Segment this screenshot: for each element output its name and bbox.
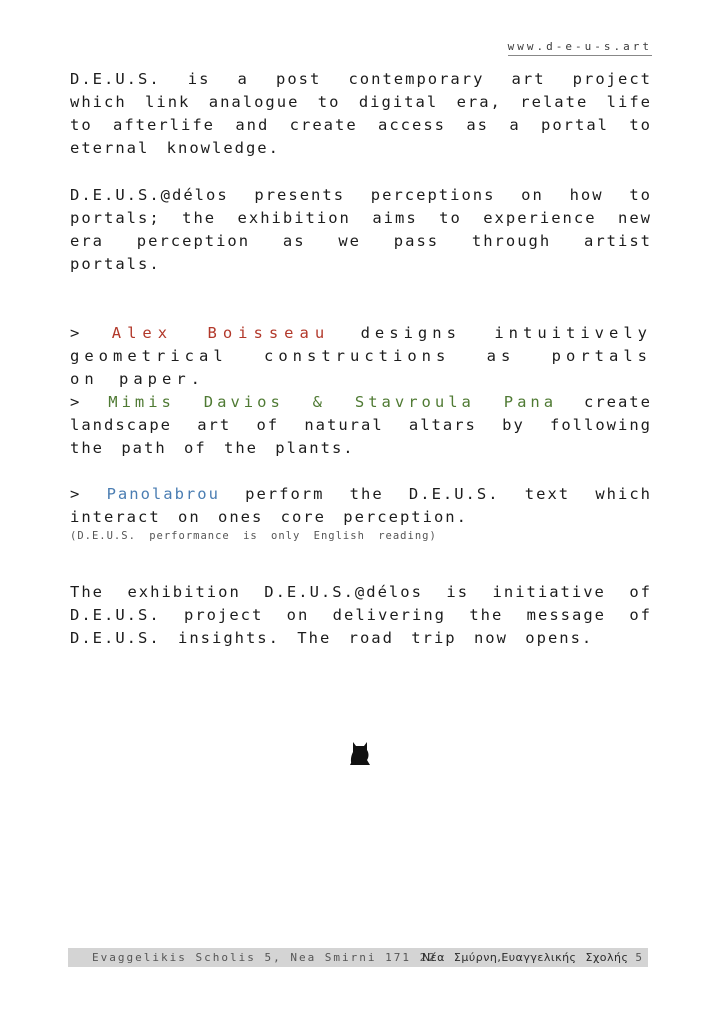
- artist-description: create landscape art of natural altars by following the path of the plants.: [70, 393, 652, 457]
- owl-icon: [348, 740, 372, 766]
- artist-description: designs intuitively geometrical constructions as portals on paper.: [70, 324, 652, 388]
- artist-prefix: >: [70, 485, 82, 503]
- artist-entry-2: [70, 391, 652, 460]
- artist-line-3: [70, 483, 652, 529]
- artist-prefix: >: [70, 393, 82, 411]
- artist-name-mimis-davios-stavroula-pana: Mimis Davios & Stavroula Pana: [108, 393, 558, 411]
- artist-entry-3: [70, 483, 652, 543]
- artist-line-1: [70, 322, 652, 391]
- artist-name-panolabrou: Panolabrou: [106, 485, 220, 503]
- footer-address: Evaggelikis Scholis 5, Nea Smirni 171 22: [92, 951, 437, 964]
- page-number: 5: [635, 951, 644, 964]
- closing-paragraph: [70, 581, 652, 650]
- footer-address-greek: Νέα Σμύρνη,Ευαγγελικής Σχολής: [422, 951, 629, 964]
- intro-paragraph-2: [70, 184, 652, 276]
- artist-line-2: [70, 391, 652, 460]
- intro-paragraph-1: [70, 68, 652, 160]
- artist-name-alex-boisseau: Alex Boisseau: [111, 324, 331, 342]
- site-url[interactable]: www.d-e-u-s.art: [508, 40, 652, 56]
- artist-description: perform the D.E.U.S. text which interact on ones core perception.: [70, 485, 652, 526]
- closing-text: The exhibition D.E.U.S.@délos is initiative of D.E.U.S. project on delivering the message of D.E.U.S. insights. The road trip now opens.: [70, 583, 652, 647]
- footer-bar: [68, 948, 648, 967]
- performance-note: (D.E.U.S. performance is only English reading): [70, 530, 437, 542]
- intro-text-1: D.E.U.S. is a post contemporary art project which link analogue to digital era, relate life to afterlife and create access as a portal to eternal knowledge.: [70, 70, 652, 157]
- artist-entry-1: [70, 322, 652, 391]
- intro-text-2: D.E.U.S.@délos presents perceptions on how to portals; the exhibition aims to experience new era perception as we pass through artist portals.: [70, 186, 652, 273]
- artist-prefix: >: [70, 324, 82, 342]
